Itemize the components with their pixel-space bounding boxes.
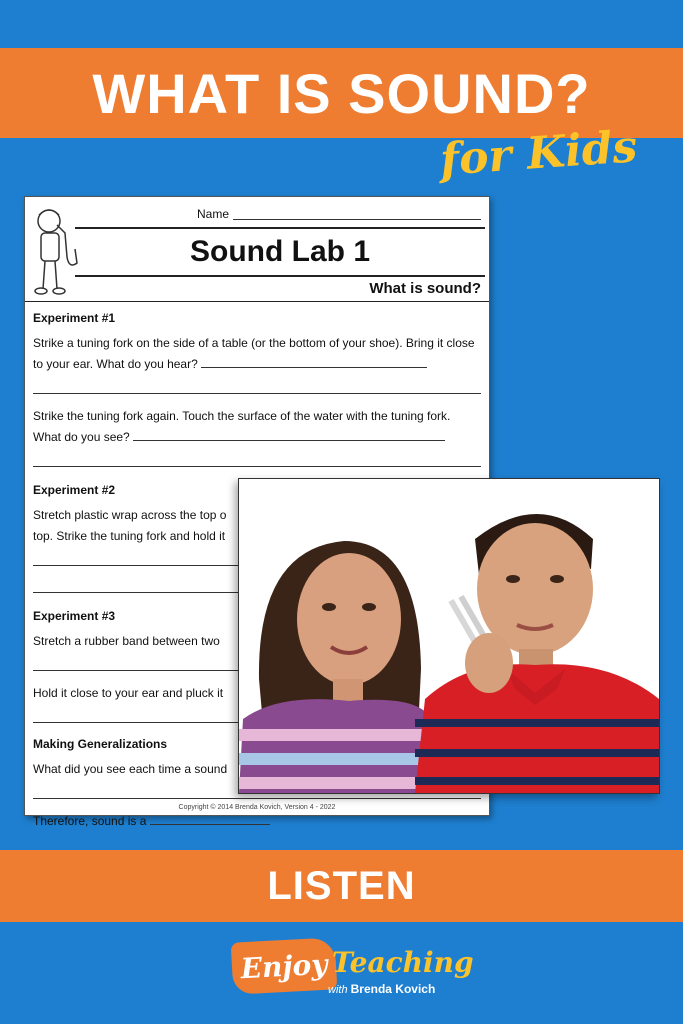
logo-teaching: Teaching (332, 946, 474, 979)
name-field: Name (197, 207, 481, 221)
experiment1-text1: Strike a tuning fork on the side of a table (or the bottom of your shoe). Bring it close to your ear. What do you hear? (33, 336, 475, 371)
worksheet-footer: Copyright © 2014 Brenda Kovich, Version 4 - 2022 (178, 804, 336, 811)
generalizations-text1: What did you see each time a sound (33, 762, 228, 776)
experiment1-heading: Experiment #1 (33, 311, 116, 325)
page-title: WHAT IS SOUND? (92, 61, 591, 125)
experiment3-text1: Stretch a rubber band between two (33, 634, 220, 648)
experiment3-text2: Hold it close to your ear and pluck it (33, 686, 224, 700)
experiment3-heading: Experiment #3 (33, 609, 116, 623)
listen-label: LISTEN (267, 863, 416, 908)
generalizations-heading: Making Generalizations (33, 737, 168, 751)
generalizations-text2: Therefore, sound is a (33, 811, 481, 832)
worksheet-title: Sound Lab 1 (190, 235, 370, 268)
experiment1-text2: Strike the tuning fork again. Touch the surface of the water with the tuning fork. What do you see? (33, 409, 451, 444)
worksheet-question-bar (25, 277, 489, 302)
logo-enjoy: Enjoy (239, 947, 329, 985)
logo-byline: with Brenda Kovich (328, 982, 436, 996)
bottom-banner (0, 850, 683, 922)
enjoy-teaching-logo (232, 940, 474, 1000)
kids-photo (238, 478, 660, 794)
experiment2-text1: Stretch plastic wrap across the top o (33, 508, 227, 522)
experiment2-text2: top. Strike the tuning fork and hold it (33, 529, 226, 543)
page-subtitle: for Kids (438, 121, 639, 186)
experiment2-heading: Experiment #2 (33, 483, 116, 497)
worksheet-title-box (75, 227, 485, 277)
worksheet-question: What is sound? (369, 280, 481, 297)
kids-photo-illustration (239, 479, 659, 793)
